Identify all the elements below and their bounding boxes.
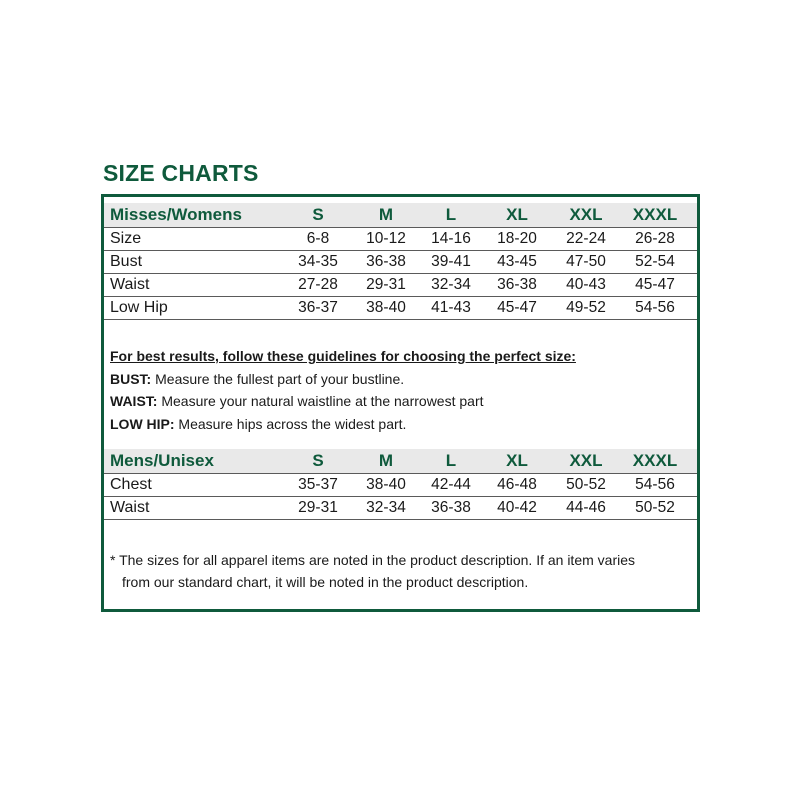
column-header: M: [378, 205, 394, 224]
guideline-label: LOW HIP:: [110, 415, 175, 432]
row-label: Low Hip: [110, 299, 168, 316]
table-cell: 54-56: [635, 299, 675, 316]
table-cell: 47-50: [566, 253, 606, 270]
table-cell: 42-44: [431, 476, 471, 493]
table-cell: 54-56: [635, 476, 675, 493]
table-cell: 39-41: [431, 253, 471, 270]
column-header: L: [445, 205, 457, 224]
table-cell: 43-45: [497, 253, 537, 270]
column-header: XL: [506, 451, 528, 470]
guideline-text: Measure the fullest part of your bustline.: [151, 370, 405, 387]
table-cell: 40-43: [566, 276, 606, 293]
table-cell: 36-37: [298, 299, 338, 316]
size-note: [110, 549, 690, 593]
column-header: XXXL: [632, 205, 678, 224]
column-header: XXXL: [632, 451, 678, 470]
table-cell: 27-28: [298, 276, 338, 293]
table-cell: 32-34: [366, 499, 406, 516]
table-cell: 36-38: [366, 253, 406, 270]
guideline-item: [110, 413, 576, 436]
table-row: [104, 297, 697, 320]
table-cell: 45-47: [635, 276, 675, 293]
table-cell: 26-28: [635, 230, 675, 247]
table-cell: 38-40: [366, 299, 406, 316]
womens-size-table: [104, 203, 697, 320]
mens-size-table: [104, 449, 697, 520]
table-cell: 6-8: [306, 230, 330, 247]
column-header: XXL: [569, 205, 603, 224]
guideline-text: Measure your natural waistline at the narrowest part: [157, 393, 484, 409]
note-line: from our standard chart, it will be noted in the product description.: [122, 574, 529, 590]
column-header: M: [378, 451, 394, 470]
table-cell: 36-38: [497, 276, 537, 293]
guideline-label: BUST:: [110, 370, 152, 387]
guideline-text: Measure hips across the widest part.: [174, 415, 407, 432]
table-cell: 34-35: [298, 253, 338, 270]
row-label: Waist: [110, 276, 150, 293]
table-cell: 10-12: [366, 230, 406, 247]
column-header: S: [312, 451, 324, 470]
table-cell: 14-16: [431, 230, 471, 247]
table-cell: 35-37: [298, 476, 338, 493]
table-cell: 36-38: [431, 499, 471, 516]
table-cell: 44-46: [566, 499, 606, 516]
column-header: Misses/Womens: [110, 205, 242, 224]
table-cell: 46-48: [497, 476, 537, 493]
table-header-row: [104, 203, 697, 228]
row-label: Size: [110, 230, 142, 247]
column-header: L: [445, 451, 457, 470]
guidelines-heading: For best results, follow these guidelines for choosing the perfect size:: [110, 348, 576, 364]
column-header: XXL: [569, 451, 603, 470]
row-label: Chest: [110, 476, 152, 493]
row-label: Bust: [110, 253, 143, 270]
table-cell: 50-52: [635, 499, 675, 516]
table-cell: 40-42: [497, 499, 537, 516]
table-cell: 49-52: [566, 299, 606, 316]
table-row: [104, 474, 697, 497]
column-header: XL: [506, 205, 528, 224]
table-cell: 29-31: [298, 499, 338, 516]
table-cell: 29-31: [366, 276, 406, 293]
table-cell: 50-52: [566, 476, 606, 493]
table-header-row: [104, 449, 697, 474]
table-cell: 52-54: [635, 253, 675, 270]
row-label: Waist: [110, 499, 150, 516]
sizing-guidelines: [110, 345, 576, 435]
table-row: [104, 274, 697, 297]
table-row: [104, 228, 697, 251]
table-row: [104, 497, 697, 520]
table-cell: 22-24: [566, 230, 606, 247]
table-cell: 41-43: [431, 299, 471, 316]
guideline-label: WAIST:: [110, 393, 158, 409]
table-cell: 18-20: [497, 230, 537, 247]
column-header: Mens/Unisex: [110, 451, 214, 470]
guideline-item: [110, 368, 576, 391]
table-row: [104, 251, 697, 274]
page-title: SIZE CHARTS: [103, 160, 259, 186]
table-cell: 38-40: [366, 476, 406, 493]
column-header: S: [312, 205, 324, 224]
table-cell: 45-47: [497, 299, 537, 316]
guideline-item: [110, 390, 576, 413]
note-line: * The sizes for all apparel items are noted in the product description. If an item varies: [110, 552, 636, 568]
size-chart-frame: [101, 194, 700, 612]
table-cell: 32-34: [431, 276, 471, 293]
